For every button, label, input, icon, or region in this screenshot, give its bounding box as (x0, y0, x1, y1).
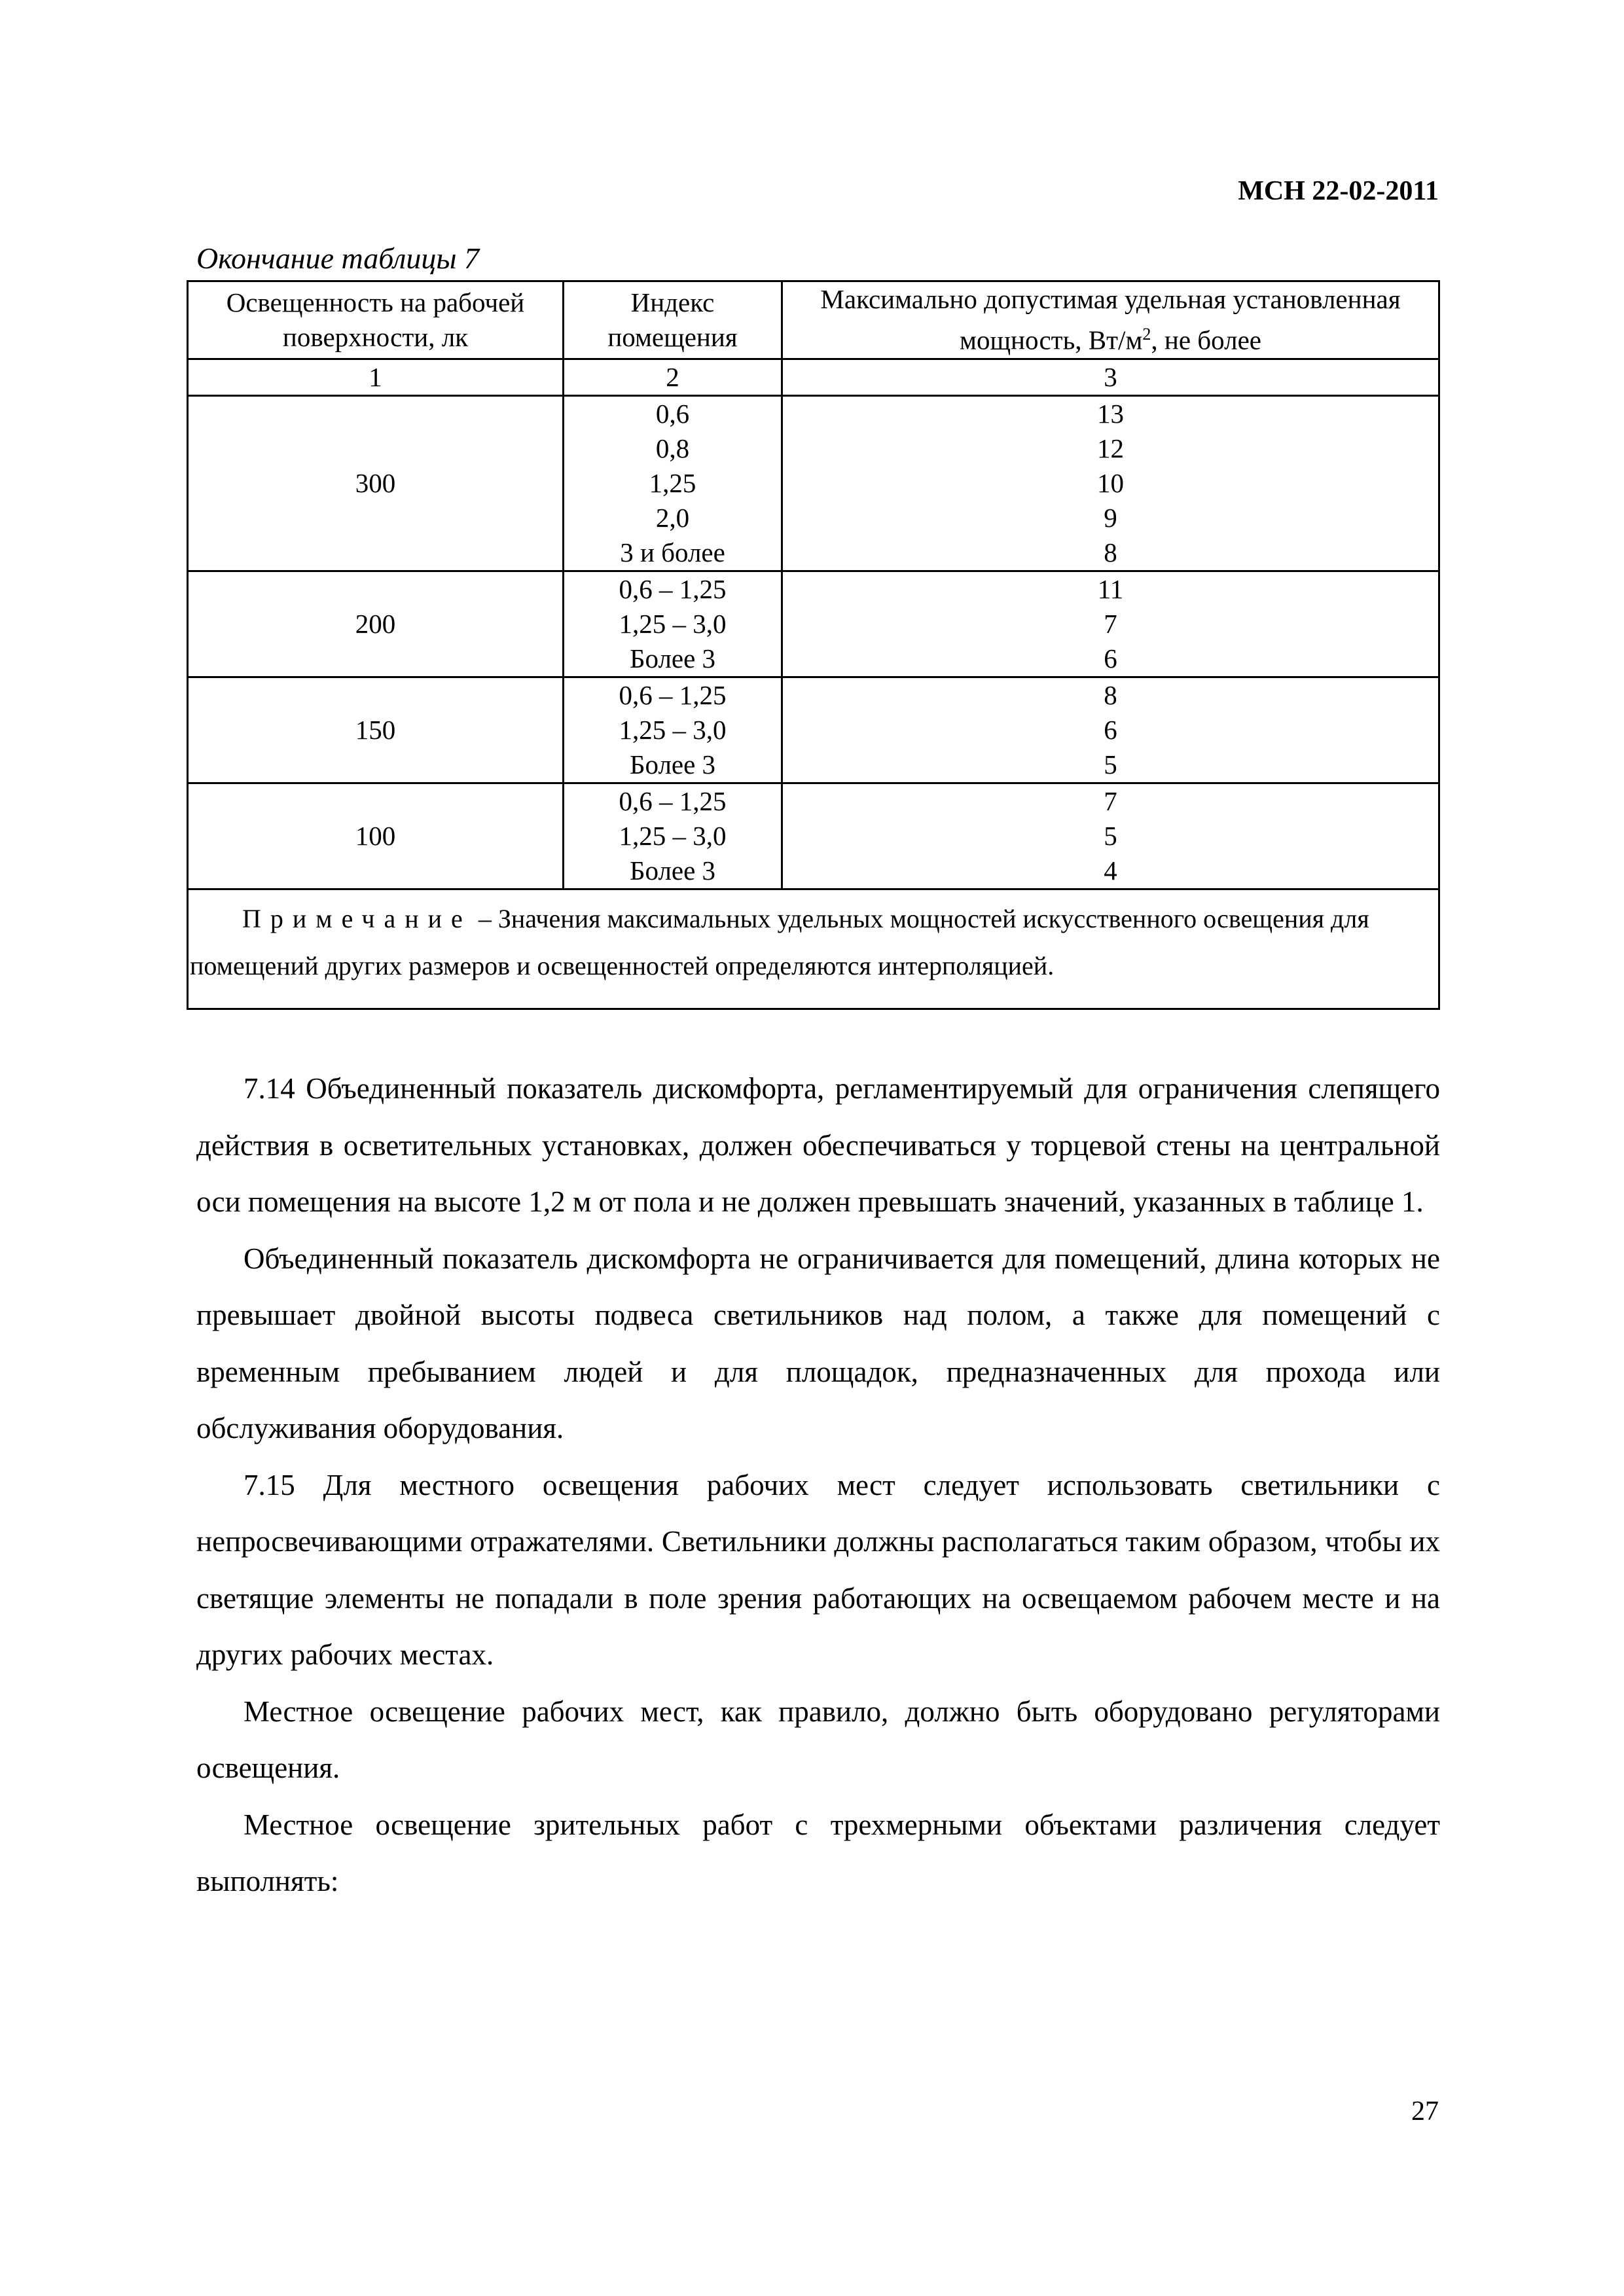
table-row (188, 571, 1439, 677)
paragraph: Местное освещение рабочих мест, как правило, должно быть оборудовано регуляторами освещения. (196, 1695, 1440, 1784)
table-note-row (188, 889, 1439, 1009)
illuminance-value: 200 (188, 571, 564, 677)
illuminance-value: 300 (188, 395, 564, 571)
illuminance-value: 100 (188, 783, 564, 889)
power-list: 13 12 10 9 8 (782, 395, 1439, 571)
page-number: 27 (1411, 2096, 1439, 2126)
table-row (188, 395, 1439, 571)
header-max-power: Максимально допустимая удельная установленная мощность, $Вт/м^2$, не более (782, 281, 1439, 359)
paragraph-7-14: 7.14 Объединенный показатель дискомфорта, регламентируемый для ограничения слепящего действия в осветительных установках, должен обеспечиваться у торцевой стены на центральной оси помещения на высоте 1,2 м от пола и не должен превышать значений, указанных в таблице 1. (196, 1072, 1440, 1218)
header-room-index: Индекс помещения (564, 281, 782, 359)
power-list: 11 7 6 (782, 571, 1439, 677)
power-list: 8 6 5 (782, 677, 1439, 783)
column-number: 2 (564, 359, 782, 395)
column-number-row (188, 359, 1439, 395)
note-text: – Значения максимальных удельных мощностей искусственного освещения для помещений других размеров и освещенностей определяются интерполяцией. (190, 903, 1369, 980)
note-label: Примечание (242, 903, 472, 933)
room-index-list: 0,6 0,8 1,25 2,0 3 и более (564, 395, 782, 571)
room-index-list: 0,6 – 1,25 1,25 – 3,0 Более 3 (564, 571, 782, 677)
room-index-list: 0,6 – 1,25 1,25 – 3,0 Более 3 (564, 783, 782, 889)
room-index-list: 0,6 – 1,25 1,25 – 3,0 Более 3 (564, 677, 782, 783)
document-code: МСН 22-02-2011 (1238, 176, 1439, 206)
paragraph: Объединенный показатель дискомфорта не ограничивается для помещений, длина которых не превышает двойной высоты подвеса светильников над полом, а также для помещений с временным пребыванием людей и для площадок, предназначенных для прохода или обслуживания оборудования. (196, 1242, 1440, 1444)
illuminance-value: 150 (188, 677, 564, 783)
paragraph: Местное освещение зрительных работ с трехмерными объектами различения следует выполнять: (196, 1808, 1440, 1897)
table-note (188, 889, 1439, 1009)
column-number: 3 (782, 359, 1439, 395)
table-caption: Окончание таблицы 7 (196, 242, 479, 275)
power-list: 7 5 4 (782, 783, 1439, 889)
header-illuminance: Освещенность на рабочей поверхности, лк (188, 281, 564, 359)
lighting-power-table (187, 280, 1440, 1010)
paragraph-7-15: 7.15 Для местного освещения рабочих мест следует использовать светильники с непросвечивающими отражателями. Светильники должны располагаться таким образом, чтобы их светящие элементы не попадали в поле зрения работающих на освещаемом рабочем месте и на других рабочих местах. (196, 1468, 1440, 1671)
table-header-row (188, 281, 1439, 359)
table-row (188, 783, 1439, 889)
body-text (196, 1060, 1440, 1910)
column-number: 1 (188, 359, 564, 395)
table-row (188, 677, 1439, 783)
